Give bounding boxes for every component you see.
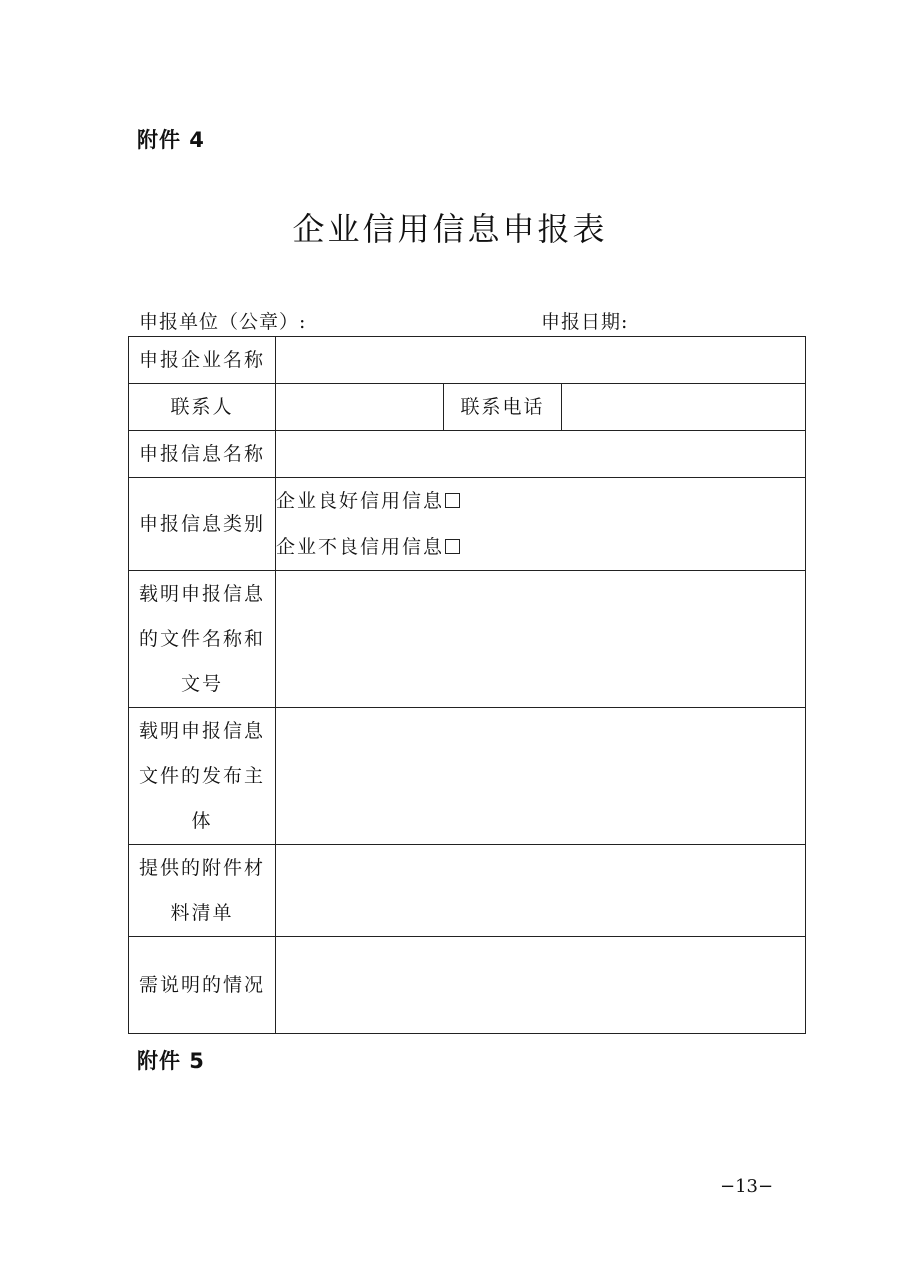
applicant-unit-label: 申报单位（公章）:: [139, 311, 307, 333]
notes-label: 需说明的情况: [129, 937, 276, 1034]
option-good-credit-label: 企业良好信用信息: [276, 490, 445, 512]
option-good-credit[interactable]: [276, 478, 805, 524]
option-bad-credit[interactable]: [276, 524, 805, 570]
row-info-name: [129, 431, 806, 478]
attachments-label-line1: 提供的附件材: [139, 856, 266, 879]
notes-field[interactable]: [276, 937, 806, 1034]
company-name-field[interactable]: [276, 337, 806, 384]
option-bad-credit-label: 企业不良信用信息: [276, 536, 445, 558]
row-publisher: [129, 708, 806, 845]
attachments-label: [129, 845, 276, 937]
row-company-name: [129, 337, 806, 384]
publisher-label-line2: 文件的发布主: [139, 764, 266, 787]
attachments-field[interactable]: [276, 845, 806, 937]
phone-label: 联系电话: [444, 384, 562, 431]
row-doc-name: [129, 571, 806, 708]
doc-name-label-line1: 载明申报信息: [139, 582, 266, 605]
checkbox-good-credit[interactable]: [445, 493, 460, 508]
phone-field[interactable]: [562, 384, 806, 431]
attachments-label-line2: 料清单: [170, 901, 234, 924]
publisher-label-line1: 载明申报信息: [139, 719, 266, 742]
doc-name-label-line2: 的文件名称和: [139, 627, 266, 650]
publisher-label-line3: 体: [191, 809, 213, 832]
row-info-category: [129, 478, 806, 571]
checkbox-bad-credit[interactable]: [445, 539, 460, 554]
application-date-label: 申报日期:: [541, 311, 629, 333]
doc-name-label-line3: 文号: [180, 672, 223, 695]
info-category-label: 申报信息类别: [129, 478, 276, 571]
form-title: 企业信用信息申报表: [292, 210, 608, 248]
attachment-label-4: 附件 4: [137, 128, 205, 152]
info-name-field[interactable]: [276, 431, 806, 478]
info-name-label: 申报信息名称: [129, 431, 276, 478]
doc-name-field[interactable]: [276, 571, 806, 708]
publisher-field[interactable]: [276, 708, 806, 845]
info-category-options: [276, 478, 806, 571]
row-contact: [129, 384, 806, 431]
doc-name-label: [129, 571, 276, 708]
attachment-label-5: 附件 5: [137, 1049, 205, 1073]
credit-info-form-table: [128, 336, 806, 1034]
company-name-label: 申报企业名称: [129, 337, 276, 384]
contact-field[interactable]: [276, 384, 444, 431]
contact-label: 联系人: [129, 384, 276, 431]
publisher-label: [129, 708, 276, 845]
row-notes: [129, 937, 806, 1034]
page-number: −13−: [720, 1176, 774, 1197]
row-attachments: [129, 845, 806, 937]
